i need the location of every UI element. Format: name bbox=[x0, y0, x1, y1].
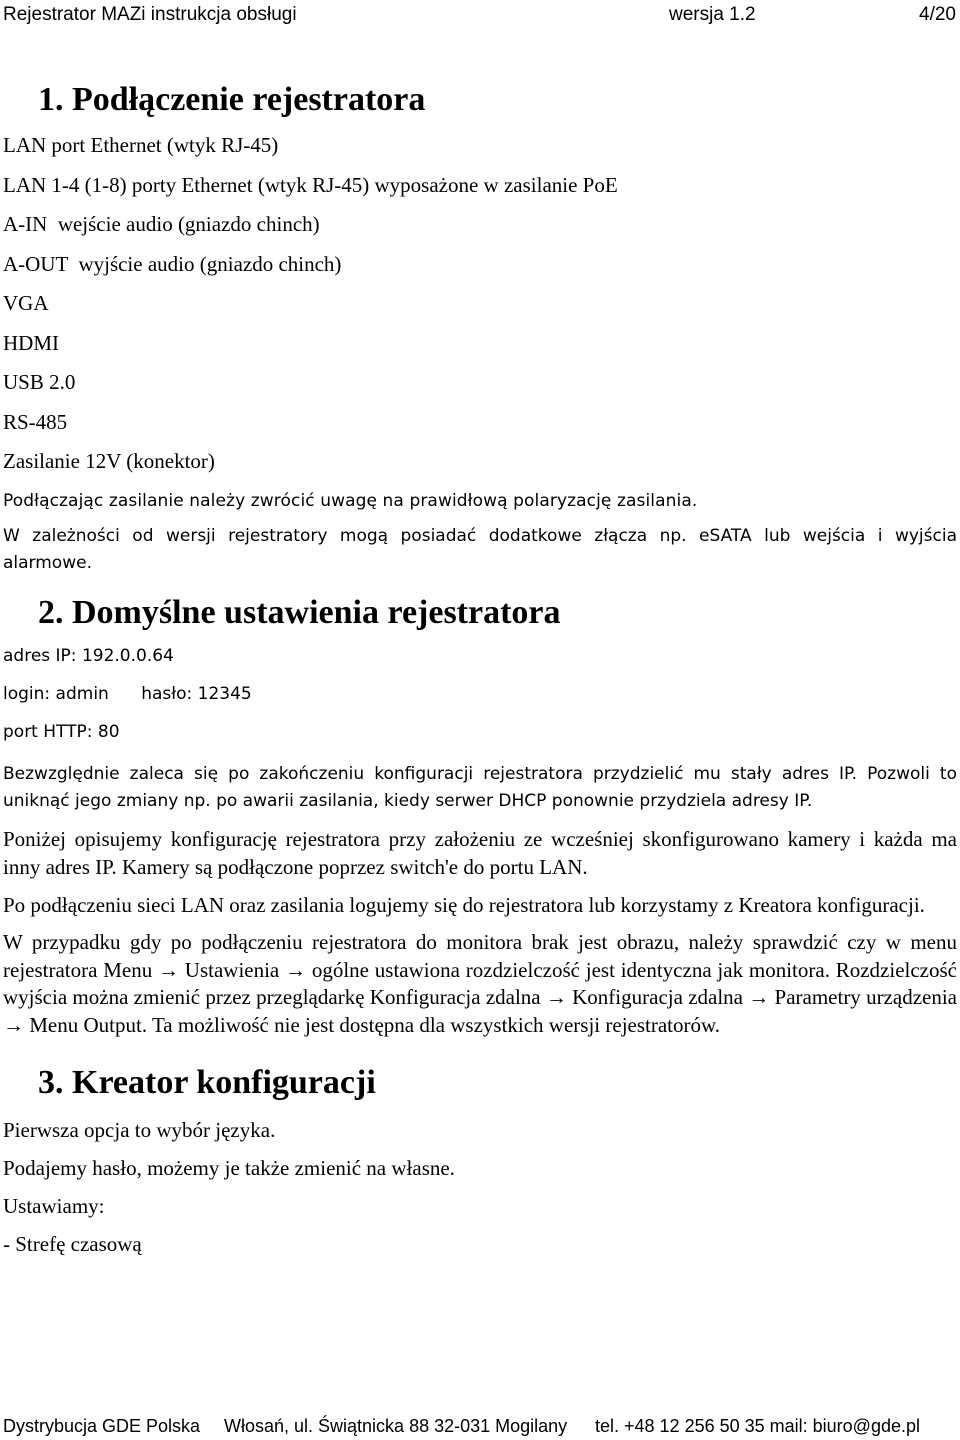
page-header bbox=[0, 0, 960, 40]
connector-item: USB 2.0 bbox=[3, 370, 76, 394]
section-heading-wizard: 3. Kreator konfiguracji bbox=[38, 1064, 376, 1101]
connector-item: LAN port Ethernet (wtyk RJ-45) bbox=[3, 133, 279, 157]
connector-item: VGA bbox=[3, 291, 49, 315]
document-body bbox=[3, 78, 957, 1263]
wizard-step: - Strefę czasową bbox=[3, 1232, 142, 1256]
wizard-step: Ustawiamy: bbox=[3, 1194, 105, 1218]
connector-item: HDMI bbox=[3, 330, 59, 355]
page-number: 4/20 bbox=[919, 4, 956, 25]
document-title: Rejestrator MAZi instrukcja obsługi bbox=[3, 4, 297, 25]
footer-contact: tel. +48 12 256 50 35 mail: biuro@gde.pl bbox=[595, 1416, 920, 1436]
default-ip: adres IP: 192.0.0.64 bbox=[3, 646, 174, 666]
default-login: login: admin hasło: 12345 bbox=[3, 684, 252, 704]
camera-config-paragraph: Poniżej opisujemy konfigurację rejestratora przy założeniu ze wcześniej skonfigurowano kamery i każda ma inny adres IP. Kamery są podłączone poprzez switch'e do portu LAN. bbox=[3, 827, 957, 879]
connector-item: A-OUT wyjście audio (gniazdo chinch) bbox=[3, 251, 342, 276]
connector-item: Zasilanie 12V (konektor) bbox=[3, 449, 215, 473]
document-version: wersja 1.2 bbox=[669, 4, 756, 25]
footer-address: Włosań, ul. Świątnicka 88 32-031 Mogilany bbox=[224, 1416, 568, 1436]
connector-item: RS-485 bbox=[3, 409, 68, 434]
section-heading-connection: 1. Podłączenie rejestratora bbox=[38, 81, 426, 118]
static-ip-paragraph: Bezwzględnie zaleca się po zakończeniu konfiguracji rejestratora przydzielić mu stały adres IP. Pozwoli to uniknąć jego zmiany np. po awarii zasilania, kiedy serwer DHCP ponownie przydziela adresy IP. bbox=[3, 764, 957, 811]
connector-item: A-IN wejście audio (gniazdo chinch) bbox=[3, 212, 320, 236]
version-note: W zależności od wersji rejestratory mogą posiadać dodatkowe złącza np. eSATA lub wejścia i wyjścia alarmowe. bbox=[3, 526, 957, 573]
wizard-step: Pierwsza opcja to wybór języka. bbox=[3, 1118, 276, 1142]
section-heading-defaults: 2. Domyślne ustawienia rejestratora bbox=[38, 594, 561, 631]
footer-company: Dystrybucja GDE Polska bbox=[3, 1416, 201, 1436]
login-paragraph: Po podłączeniu sieci LAN oraz zasilania logujemy się do rejestratora lub korzystamy z Kreatora konfiguracji. bbox=[3, 893, 925, 917]
connector-item: LAN 1-4 (1-8) porty Ethernet (wtyk RJ-45) wyposażone w zasilanie PoE bbox=[3, 172, 618, 197]
default-port: port HTTP: 80 bbox=[3, 722, 120, 742]
wizard-step: Podajemy hasło, możemy je także zmienić na własne. bbox=[3, 1156, 455, 1180]
resolution-paragraph: W przypadku gdy po podłączeniu rejestratora do monitora brak jest obrazu, należy sprawdzić czy w menu rejestratora Menu → Ustawienia → ogólne ustawiona rozdzielczość jest identyczna jak monitora. Rozdzielczość wyjścia można zmienić przez przeglądarkę Konfiguracja zdalna → Konfiguracja zdalna → Parametry urządzenia → Menu Output. Ta możliwość nie jest dostępna dla wszystkich wersji rejestratorów. bbox=[3, 930, 957, 1037]
polarity-warning: Podłączając zasilanie należy zwrócić uwagę na prawidłową polaryzację zasilania. bbox=[3, 490, 698, 511]
